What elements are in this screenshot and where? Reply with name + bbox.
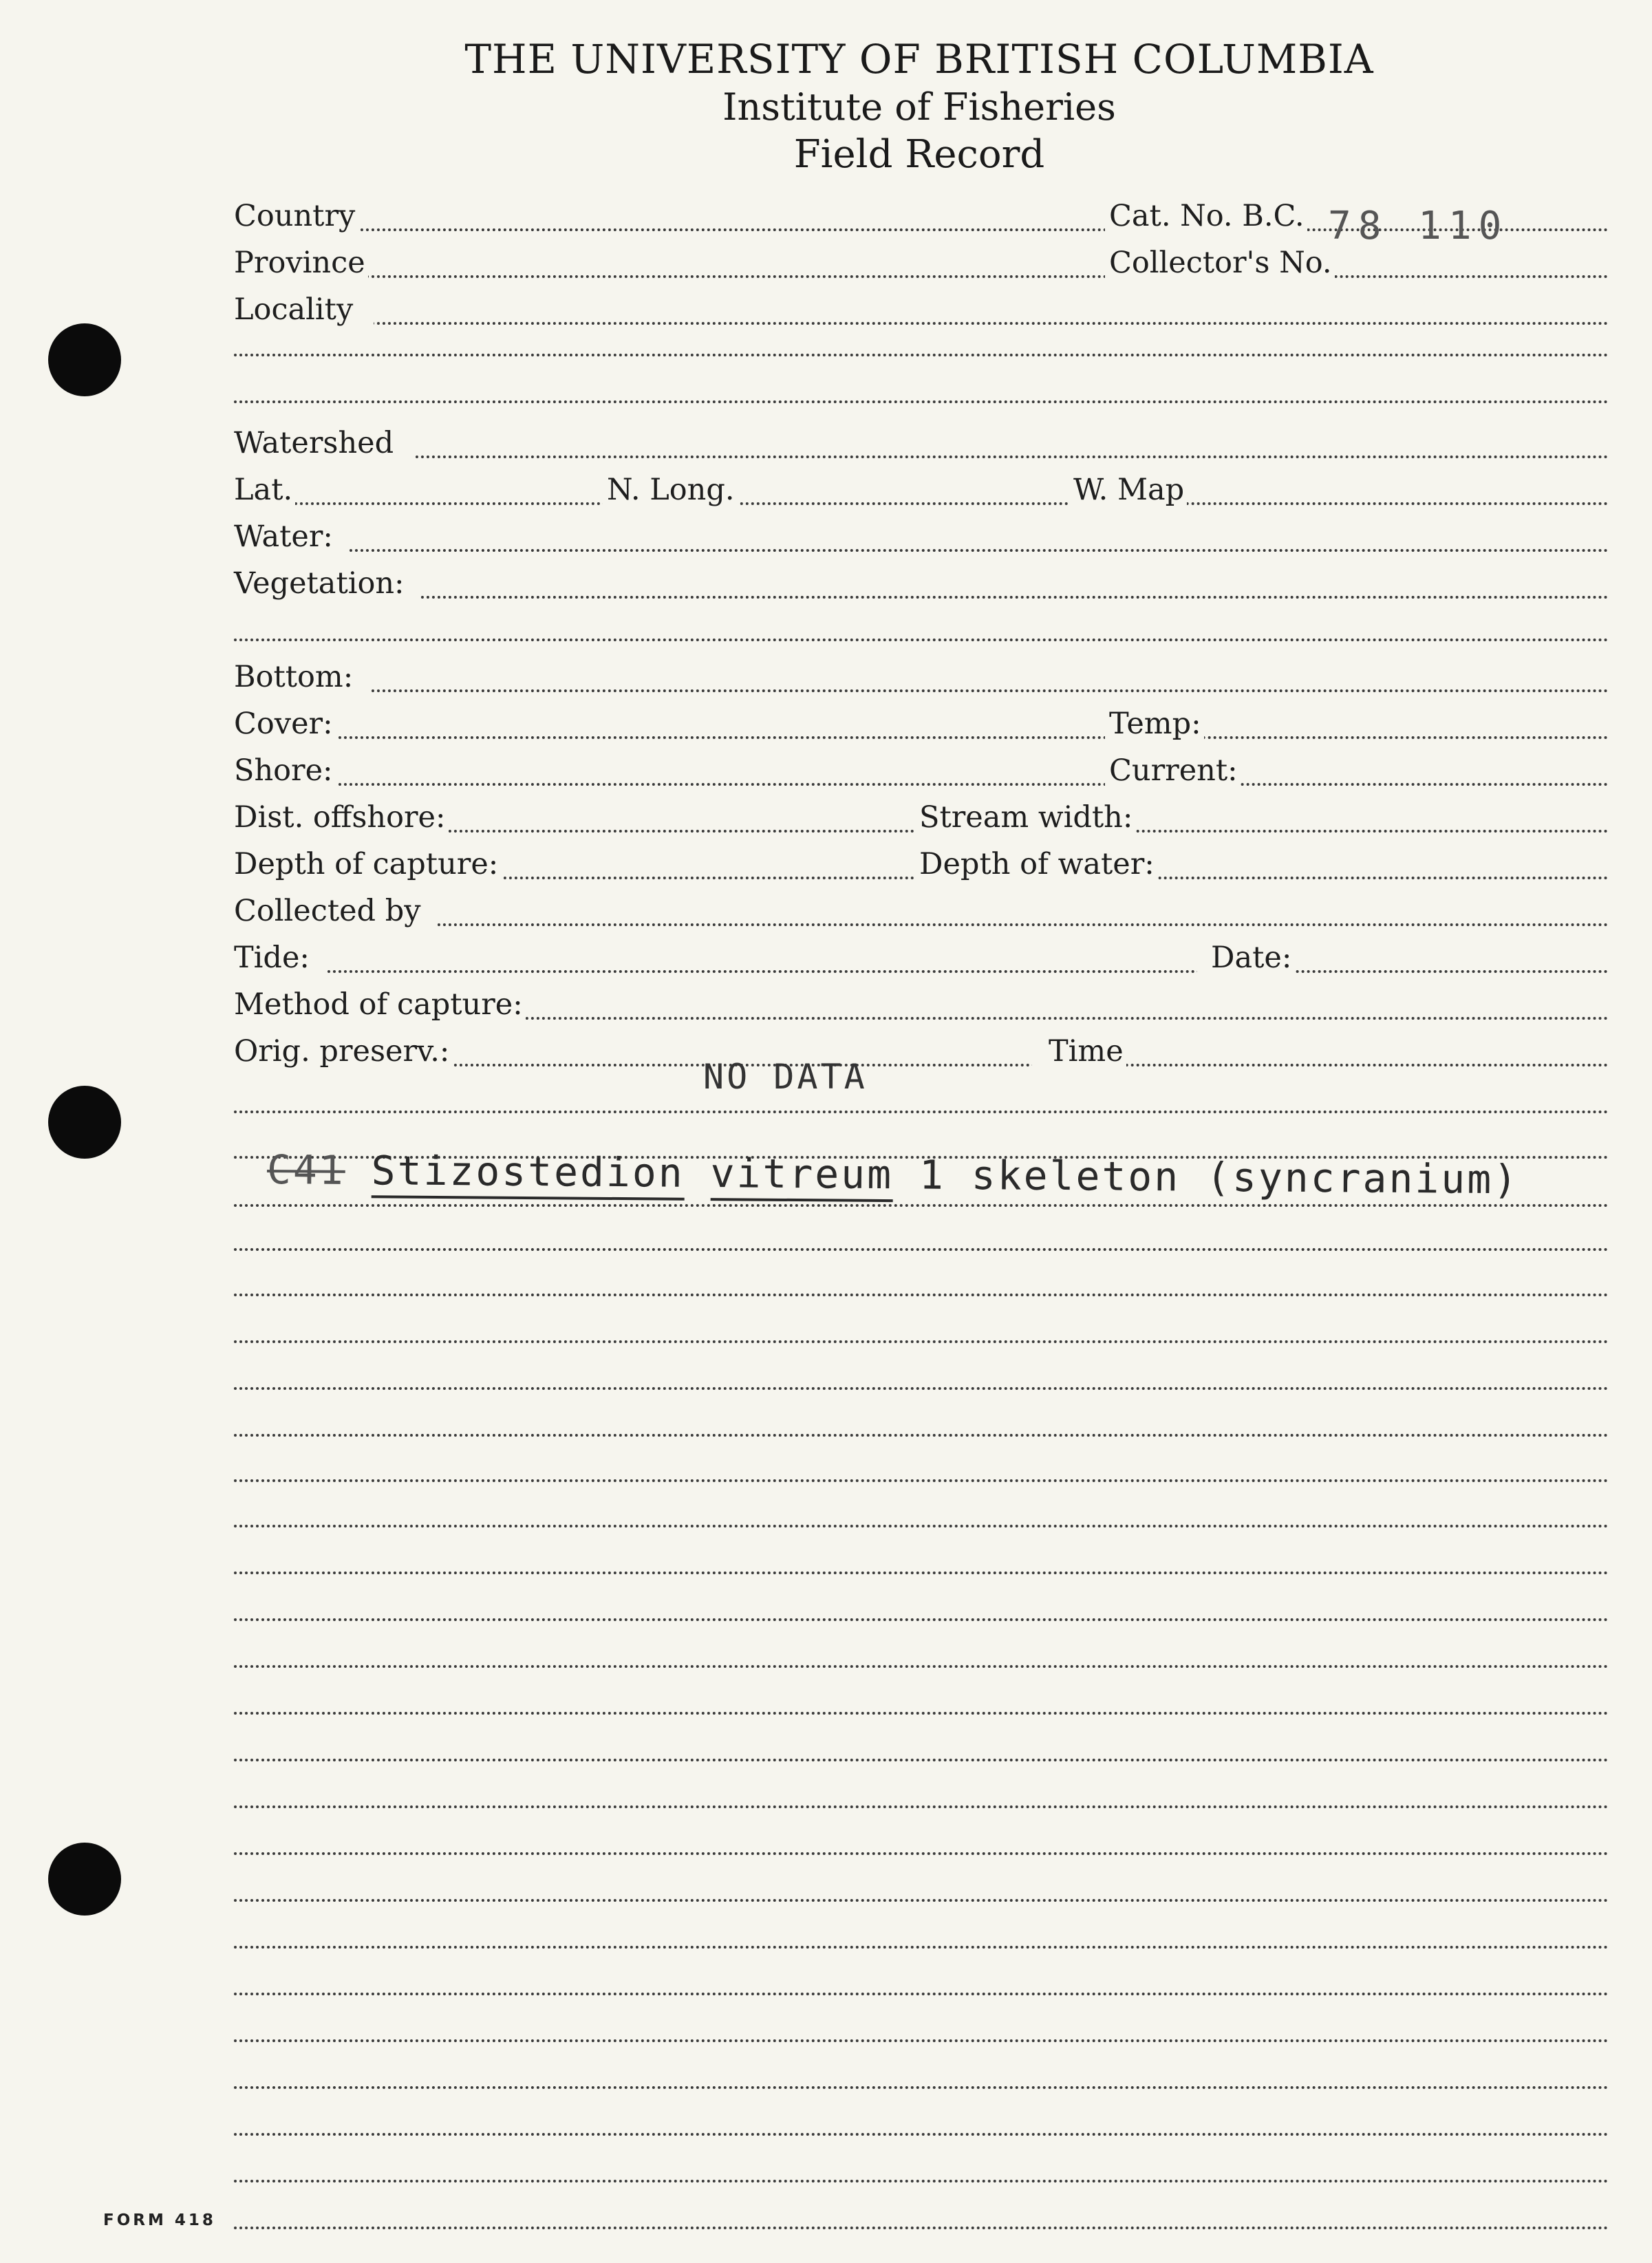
record-line [234,1387,1609,1390]
tide-label: Tide: [234,943,326,973]
shore-label: Shore: [234,756,336,786]
dist-offshore-label: Dist. offshore: [234,803,449,833]
species-name: vitreum [710,1150,893,1202]
genus-name: Stizostedion [371,1147,685,1201]
punch-hole-bottom [48,1843,121,1916]
row-water [234,515,1609,556]
record-line [234,1294,1609,1296]
record-line [234,1204,1609,1207]
method-label: Method of capture: [234,990,526,1020]
record-line [234,1111,1609,1113]
current-label: Current: [1105,756,1241,786]
record-line [234,1946,1609,1949]
locality-line-2 [234,354,1609,356]
date-label: Date: [1197,943,1294,973]
orig-preserv-label: Orig. preserv.: [234,1037,452,1066]
specimen-entry [267,1146,1520,1203]
record-line [234,1525,1609,1527]
record-line [234,1712,1609,1715]
record-line [234,1852,1609,1855]
cover-label: Cover: [234,709,336,739]
row-shore [234,749,1609,790]
record-line [234,2227,1609,2229]
row-lat-long [234,468,1609,509]
row-method [234,983,1609,1024]
cat-no-label: Cat. No. B.C. [1105,202,1307,231]
record-line [234,1993,1609,1995]
lat-label: Lat. [234,475,295,505]
locality-label: Locality [234,295,374,325]
locality-line-3 [234,400,1609,403]
row-province [234,241,1609,282]
row-dist-offshore [234,795,1609,837]
record-line [234,1572,1609,1574]
row-cover [234,702,1609,743]
country-label: Country [234,202,358,231]
w-map-label: W. Map [1069,475,1187,505]
row-locality [234,288,1609,329]
record-line [234,2133,1609,2136]
row-orig-preserv [234,1029,1609,1071]
cat-no-value: 78 110 [1328,204,1509,248]
form-number: FORM 418 [103,2211,216,2229]
time-label: Time [1032,1037,1126,1066]
institution-title: THE UNIVERSITY OF BRITISH COLUMBIA [464,36,1374,83]
punch-hole-top [48,323,121,396]
record-line [234,1434,1609,1437]
record-line [234,1899,1609,1902]
depth-water-label: Depth of water: [915,850,1157,879]
row-bottom [234,655,1609,696]
row-vegetation [234,561,1609,603]
temp-label: Temp: [1105,709,1204,739]
depth-capture-label: Depth of capture: [234,850,501,879]
watershed-label: Watershed [234,429,414,458]
form-title: Field Record [793,132,1045,177]
department-title: Institute of Fisheries [722,85,1116,129]
stream-width-label: Stream width: [915,803,1135,833]
water-label: Water: [234,522,350,552]
specimen-code: C41 [266,1146,346,1194]
vegetation-label: Vegetation: [234,569,421,599]
record-line [234,1479,1609,1482]
row-tide [234,936,1609,977]
punch-hole-middle [48,1086,121,1159]
record-line [234,1759,1609,1761]
record-line [234,2180,1609,2182]
row-watershed [234,421,1609,462]
collected-by-label: Collected by [234,897,438,926]
record-line [234,1618,1609,1621]
bottom-label: Bottom: [234,663,369,692]
province-label: Province [234,248,368,278]
collectors-no-label: Collector's No. [1105,248,1335,278]
record-line [234,2039,1609,2042]
record-line [234,1248,1609,1251]
n-long-label: N. Long. [603,475,738,505]
row-collected-by [234,889,1609,930]
record-line [234,1340,1609,1343]
no-data-stamp: NO DATA [703,1057,868,1097]
record-line [234,1665,1609,1668]
record-line [234,2086,1609,2089]
specimen-description: 1 skeleton (syncranium) [919,1151,1520,1203]
row-depth [234,842,1609,883]
record-line [234,1805,1609,1808]
vegetation-line-2 [234,639,1609,641]
